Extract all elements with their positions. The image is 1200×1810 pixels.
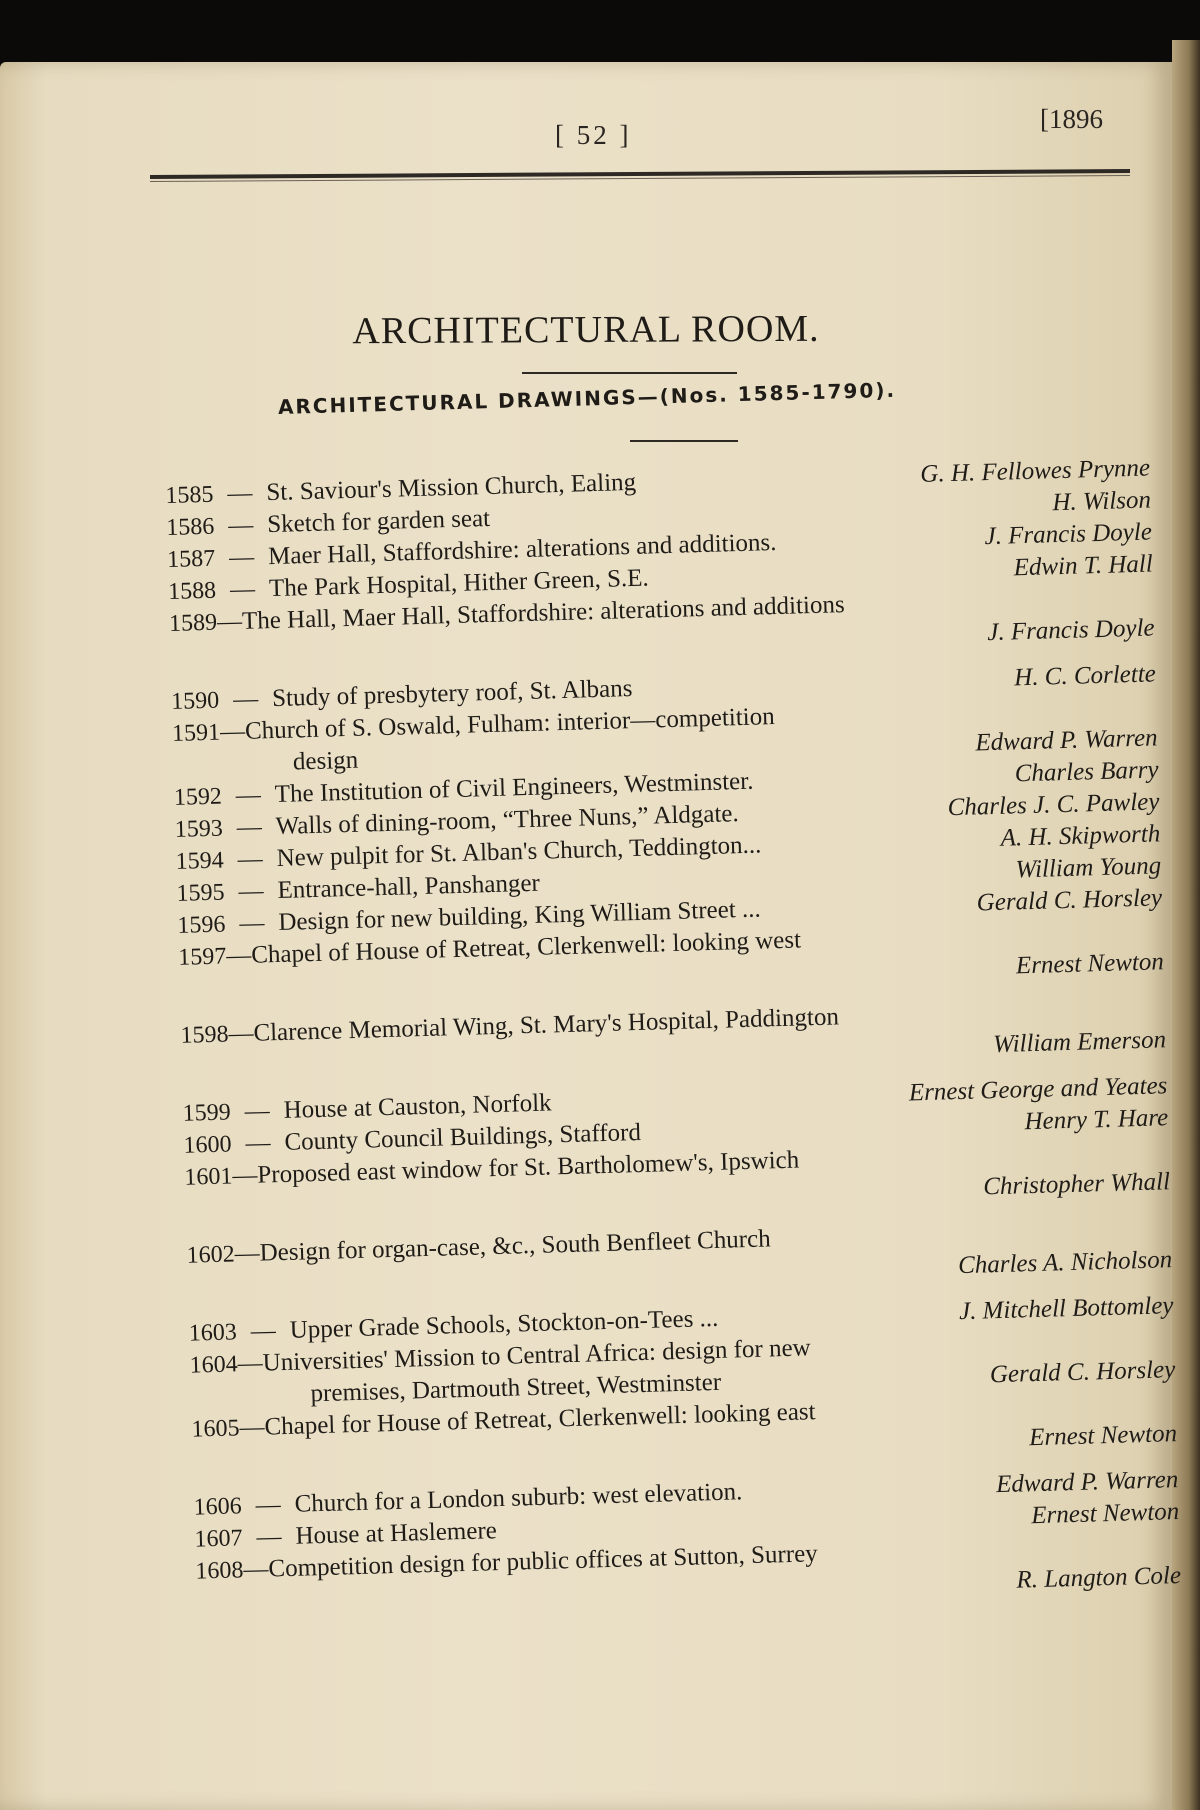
- catalogue-entry: [186, 1212, 1172, 1303]
- entry-dash: —: [256, 1523, 282, 1551]
- entry-title-continued: design: [292, 746, 359, 776]
- entry-artist: Henry T. Hare: [1024, 1104, 1169, 1136]
- entry-number: 1589: [168, 609, 218, 637]
- catalogue-entries: [165, 452, 1181, 1619]
- entry-artist: A. H. Skipworth: [1000, 820, 1161, 852]
- entry-artist: Charles J. C. Pawley: [947, 788, 1160, 822]
- entry-artist: J. Mitchell Bottomley: [958, 1292, 1174, 1326]
- entry-title: Church for a London suburb: west elevation.: [294, 1478, 743, 1518]
- entry-title: Design for new building, King William Street ...: [278, 895, 762, 937]
- entry-number: 1590: [170, 687, 220, 715]
- entry-artist: J. Francis Doyle: [984, 518, 1153, 551]
- entry-number: 1608: [195, 1557, 244, 1585]
- entry-number: 1602: [186, 1241, 236, 1269]
- entry-artist: Ernest Newton: [1028, 1420, 1178, 1452]
- entry-dash: —: [245, 1129, 271, 1158]
- entry-dash: —: [239, 909, 265, 938]
- entry-title: County Council Buildings, Stafford: [284, 1118, 642, 1156]
- entry-title: Design for organ-case, &c., South Benfleet Church: [259, 1225, 772, 1267]
- entry-number: 1607: [194, 1525, 243, 1553]
- entry-number: 1605: [191, 1415, 240, 1443]
- entry-dash: —: [237, 1349, 264, 1378]
- entry-dash: —: [227, 479, 253, 508]
- entry-dash: —: [243, 1555, 269, 1584]
- entry-dash: —: [225, 941, 252, 970]
- entry-artist: H. C. Corlette: [1013, 660, 1157, 692]
- entry-artist: Gerald C. Horsley: [976, 884, 1163, 917]
- entry-number: 1595: [176, 879, 225, 907]
- entry-number: 1598: [180, 1021, 229, 1049]
- section-title: ARCHITECTURAL ROOM.: [352, 307, 820, 353]
- entry-title: Chapel of House of Retreat, Clerkenwell: looking west: [250, 926, 802, 969]
- entry-number: 1586: [165, 513, 215, 541]
- entry-title-continued: premises, Dartmouth Street, Westminster: [310, 1368, 722, 1408]
- entry-artist: Ernest George and Yeates: [908, 1072, 1168, 1107]
- entry-number: 1591: [171, 719, 221, 747]
- entry-title: Clarence Memorial Wing, St. Mary's Hospital, Paddington: [253, 1003, 840, 1047]
- entry-artist: R. Langton Cole: [1016, 1562, 1182, 1594]
- entry-number: 1588: [167, 577, 217, 605]
- entry-title: The Park Hospital, Hither Green, S.E.: [268, 564, 650, 603]
- entry-number: 1603: [188, 1319, 238, 1347]
- entry-dash: —: [244, 1097, 271, 1126]
- entry-dash: —: [235, 781, 262, 810]
- entry-dash: —: [216, 607, 243, 636]
- entry-number: 1599: [182, 1099, 232, 1127]
- entry-dash: —: [229, 575, 256, 604]
- entry-title: Upper Grade Schools, Stockton-on-Tees ...: [289, 1304, 719, 1344]
- entry-title: Church of S. Oswald, Fulham: interior—competition: [244, 703, 776, 745]
- entry-artist: Edwin T. Hall: [1013, 550, 1154, 582]
- entry-title: Chapel for House of Retreat, Clerkenwell: looking east: [264, 1398, 816, 1441]
- entry-title: Maer Hall, Staffordshire: alterations and additions.: [267, 528, 777, 571]
- entry-artist: William Young: [1015, 852, 1162, 884]
- entry-title: Universities' Mission to Central Africa: design for new: [262, 1334, 812, 1377]
- entry-artist: Edward P. Warren: [975, 724, 1158, 757]
- entry-title: Walls of dining-room, “Three Nuns,” Aldgate.: [275, 800, 740, 841]
- entry-title: House at Causton, Norfolk: [283, 1089, 552, 1124]
- entry-artist: G. H. Fellowes Prynne: [919, 454, 1151, 488]
- section-subtitle: ARCHITECTURAL DRAWINGS—(Nos. 1585-1790).: [277, 377, 897, 419]
- entry-title: The Hall, Maer Hall, Staffordshire: alterations and additions: [241, 591, 845, 635]
- entry-number: 1592: [173, 783, 223, 811]
- entry-dash: —: [219, 717, 246, 746]
- entry-title: Entrance-hall, Panshanger: [277, 869, 541, 905]
- subtitle-rule: [630, 440, 738, 442]
- entry-artist: William Emerson: [992, 1026, 1167, 1059]
- entry-title: Study of presbytery roof, St. Albans: [271, 675, 633, 713]
- catalogue-entry: [180, 992, 1166, 1083]
- entry-title: St. Saviour's Mission Church, Ealing: [266, 468, 637, 507]
- title-rule: [522, 372, 737, 374]
- entry-title: Competition design for public offices at Sutton, Surrey: [268, 1540, 819, 1583]
- entry-dash: —: [237, 845, 263, 874]
- entry-number: 1604: [189, 1351, 239, 1379]
- entry-dash: —: [234, 1239, 261, 1268]
- entry-artist: Ernest Newton: [1030, 1498, 1180, 1530]
- entry-artist: Charles A. Nicholson: [957, 1246, 1173, 1280]
- entry-number: 1601: [184, 1163, 233, 1191]
- entry-number: 1600: [183, 1131, 232, 1159]
- entry-title: The Institution of Civil Engineers, Westminster.: [274, 767, 754, 809]
- entry-dash: —: [232, 685, 259, 714]
- entry-number: 1585: [165, 481, 214, 509]
- page-number: [ 52 ]: [555, 120, 632, 150]
- entry-title: New pulpit for St. Alban's Church, Teddington...: [276, 831, 762, 873]
- entry-dash: —: [232, 1161, 258, 1190]
- entry-number: 1587: [166, 545, 216, 573]
- entry-dash: —: [238, 877, 264, 906]
- entry-title: Proposed east window for St. Bartholomew's, Ipswich: [257, 1146, 800, 1189]
- entry-dash: —: [236, 813, 263, 842]
- entry-number: 1593: [174, 815, 224, 843]
- entry-dash: —: [250, 1317, 277, 1345]
- entry-dash: —: [227, 511, 254, 540]
- entry-number: 1594: [175, 847, 225, 875]
- entry-artist: H. Wilson: [1051, 486, 1152, 517]
- entry-artist: Ernest Newton: [1015, 948, 1165, 980]
- entry-number: 1597: [177, 943, 227, 971]
- entry-title: House at Haslemere: [295, 1517, 498, 1550]
- entry-dash: —: [239, 1413, 265, 1442]
- entry-number: 1606: [193, 1493, 243, 1521]
- entry-dash: —: [228, 1019, 254, 1048]
- entry-title: Sketch for garden seat: [266, 504, 491, 539]
- entry-dash: —: [255, 1491, 282, 1519]
- entry-artist: Christopher Whall: [982, 1168, 1171, 1201]
- entry-artist: Gerald C. Horsley: [989, 1356, 1176, 1389]
- entry-number: 1596: [177, 911, 226, 939]
- entry-artist: Edward P. Warren: [995, 1466, 1179, 1499]
- entry-artist: J. Francis Doyle: [986, 614, 1155, 647]
- entry-artist: Charles Barry: [1014, 756, 1159, 788]
- entry-dash: —: [228, 543, 255, 572]
- page-year: [1896: [1040, 104, 1103, 134]
